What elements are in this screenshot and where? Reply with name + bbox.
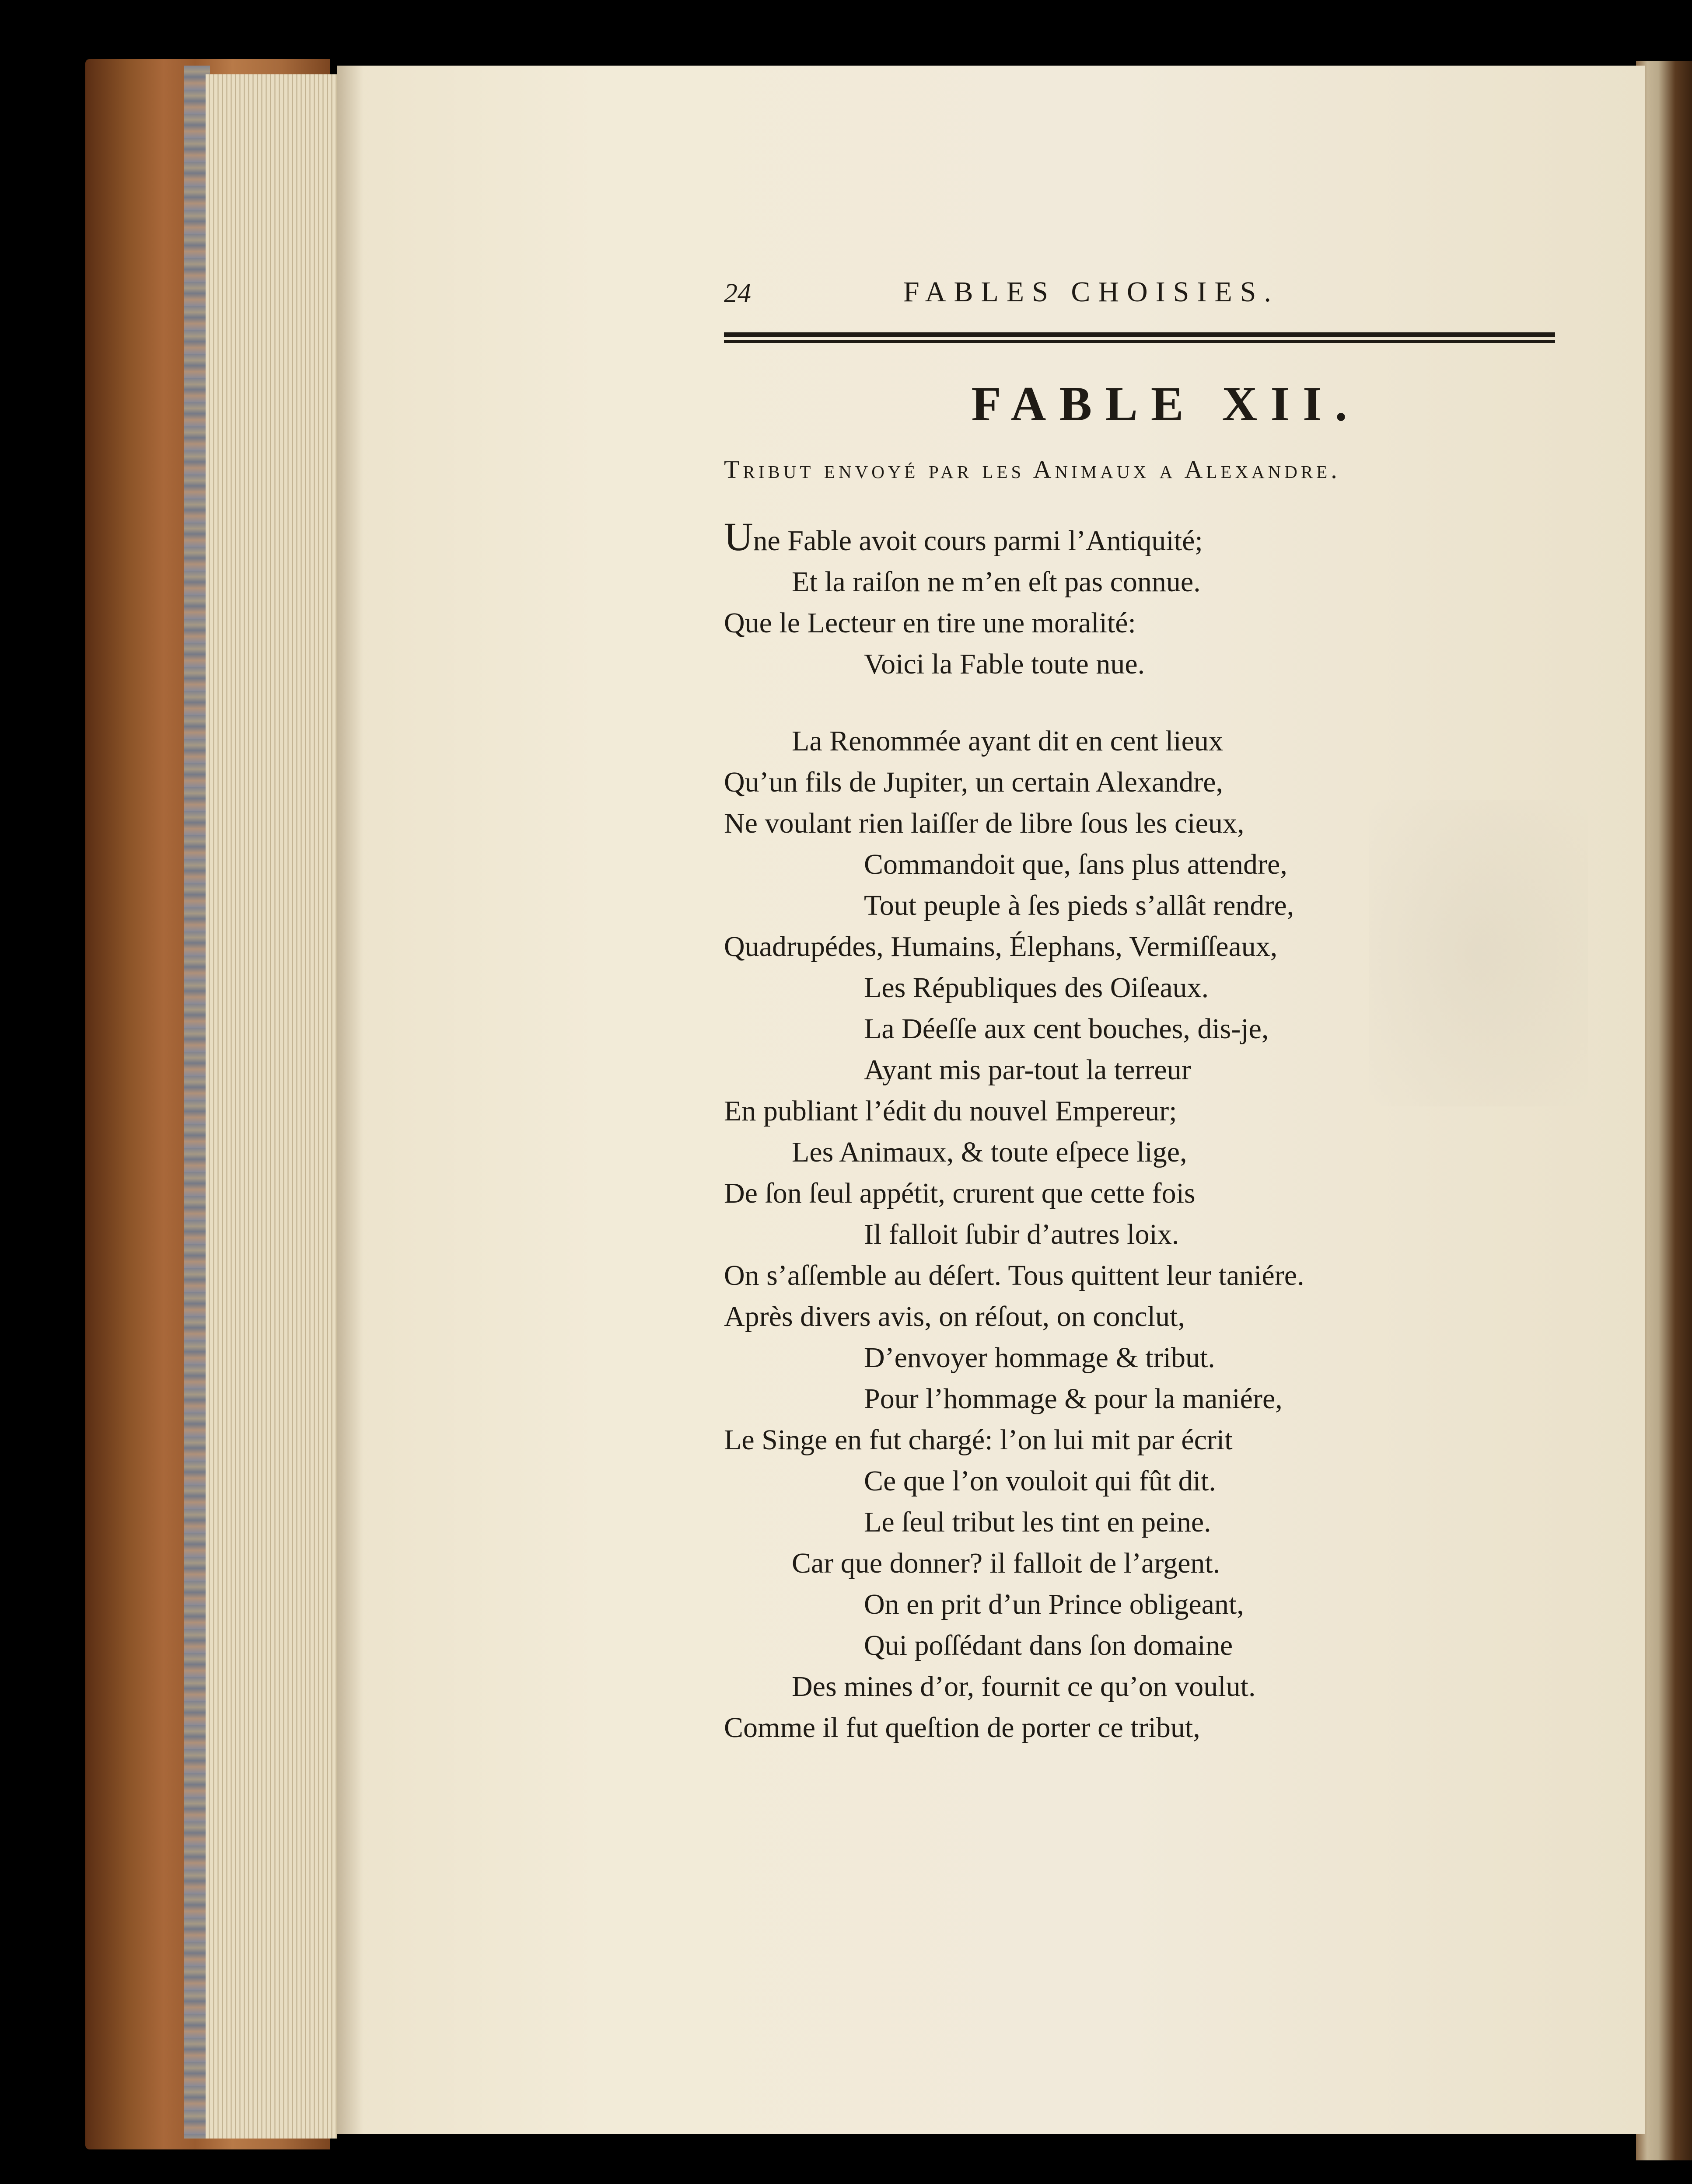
verse-line	[724, 1461, 1555, 1502]
verse-text: Voici la Fable toute nue.	[864, 648, 1145, 680]
verse-text: Le ſeul tribut les tint en peine.	[864, 1506, 1211, 1538]
verse-text: Le Singe en fut chargé: l’on lui mit par écrit	[724, 1424, 1233, 1456]
verse-line	[724, 562, 1555, 603]
verse-line	[724, 1584, 1555, 1625]
verse-line	[724, 644, 1555, 685]
running-title: FABLES CHOISIES.	[903, 276, 1279, 308]
verse-text: De ſon ſeul appétit, crurent que cette fois	[724, 1177, 1196, 1209]
verse-line	[724, 1255, 1555, 1296]
double-rule-bottom	[724, 340, 1555, 343]
verse-line	[724, 844, 1555, 885]
verse-line	[724, 926, 1555, 967]
stanza-gap	[724, 685, 1555, 721]
verse-text: Quadrupédes, Humains, Élephans, Vermiſſeaux,	[724, 931, 1278, 963]
verse-line	[724, 721, 1555, 762]
page-edges	[206, 74, 337, 2139]
verse-text: ne Fable avoit cours parmi l’Antiquité;	[753, 525, 1203, 557]
verse-text: Des mines d’or, fournit ce qu’on voulut.	[792, 1671, 1256, 1703]
verse-line	[724, 1008, 1555, 1050]
verse-text: La Renommée ayant dit en cent lieux	[792, 725, 1223, 757]
verse-text: Car que donner? il falloit de l’argent.	[792, 1547, 1220, 1579]
verse-line	[724, 1378, 1555, 1420]
verse-line	[724, 514, 1555, 562]
double-rule-top	[724, 332, 1555, 337]
verse-line	[724, 803, 1555, 844]
verse-text: Et la raiſon ne m’en eſt pas connue.	[792, 566, 1201, 598]
verse-line	[724, 1132, 1555, 1173]
verse-line	[724, 885, 1555, 926]
verse-line	[724, 1091, 1555, 1132]
verse-text: Qui poſſédant dans ſon domaine	[864, 1629, 1233, 1661]
verse-line	[724, 1707, 1555, 1748]
verse-text: En publiant l’édit du nouvel Empereur;	[724, 1095, 1177, 1127]
verse-line	[724, 1625, 1555, 1666]
verse-text: Ayant mis par-tout la terreur	[864, 1054, 1191, 1086]
verse-line	[724, 1420, 1555, 1461]
fable-title: FABLE XII.	[971, 377, 1360, 431]
verse-line	[724, 1337, 1555, 1378]
verse-line	[724, 1050, 1555, 1091]
verse-text: Les Républiques des Oiſeaux.	[864, 972, 1209, 1004]
verse-text: Pour l’hommage & pour la maniére,	[864, 1383, 1283, 1415]
gutter-shadow	[337, 66, 363, 2134]
verse-text: Comme il fut queſtion de porter ce tribut,	[724, 1712, 1200, 1744]
verse-text: Commandoit que, ſans plus attendre,	[864, 848, 1287, 880]
verse-text: Tout peuple à ſes pieds s’allât rendre,	[864, 890, 1294, 921]
running-head	[724, 262, 1555, 324]
fable-subtitle: Tribut envoyé par les Animaux a Alexandre.	[724, 455, 1341, 484]
verse-line	[724, 1296, 1555, 1337]
verse-line	[724, 1543, 1555, 1584]
verse-text: La Déeſſe aux cent bouches, dis-je,	[864, 1013, 1269, 1045]
verse-text: On en prit d’un Prince obligeant,	[864, 1588, 1244, 1620]
initial-letter: U	[724, 514, 753, 559]
verse-text: Les Animaux, & toute eſpece lige,	[792, 1136, 1187, 1168]
verse-line	[724, 967, 1555, 1008]
verse-text: Qu’un fils de Jupiter, un certain Alexandre,	[724, 766, 1224, 798]
verse-text: Ce que l’on vouloit qui fût dit.	[864, 1465, 1216, 1497]
verse-line	[724, 762, 1555, 803]
verse-body	[724, 514, 1555, 1748]
verse-line	[724, 1502, 1555, 1543]
verse-text: Il falloit ſubir d’autres loix.	[864, 1218, 1179, 1250]
verse-line	[724, 603, 1555, 644]
verse-text: Après divers avis, on réſout, on conclut,	[724, 1301, 1185, 1333]
verse-line	[724, 1666, 1555, 1707]
verse-text: On s’aſſemble au déſert. Tous quittent leur taniére.	[724, 1259, 1304, 1291]
verse-line	[724, 1214, 1555, 1255]
verse-text: D’envoyer hommage & tribut.	[864, 1342, 1215, 1374]
verse-line	[724, 1173, 1555, 1214]
text-block	[724, 262, 1555, 1744]
verse-text: Ne voulant rien laiſſer de libre ſous les cieux,	[724, 807, 1245, 839]
verse-text: Que le Lecteur en tire une moralité:	[724, 607, 1136, 639]
page-number: 24	[724, 279, 751, 308]
